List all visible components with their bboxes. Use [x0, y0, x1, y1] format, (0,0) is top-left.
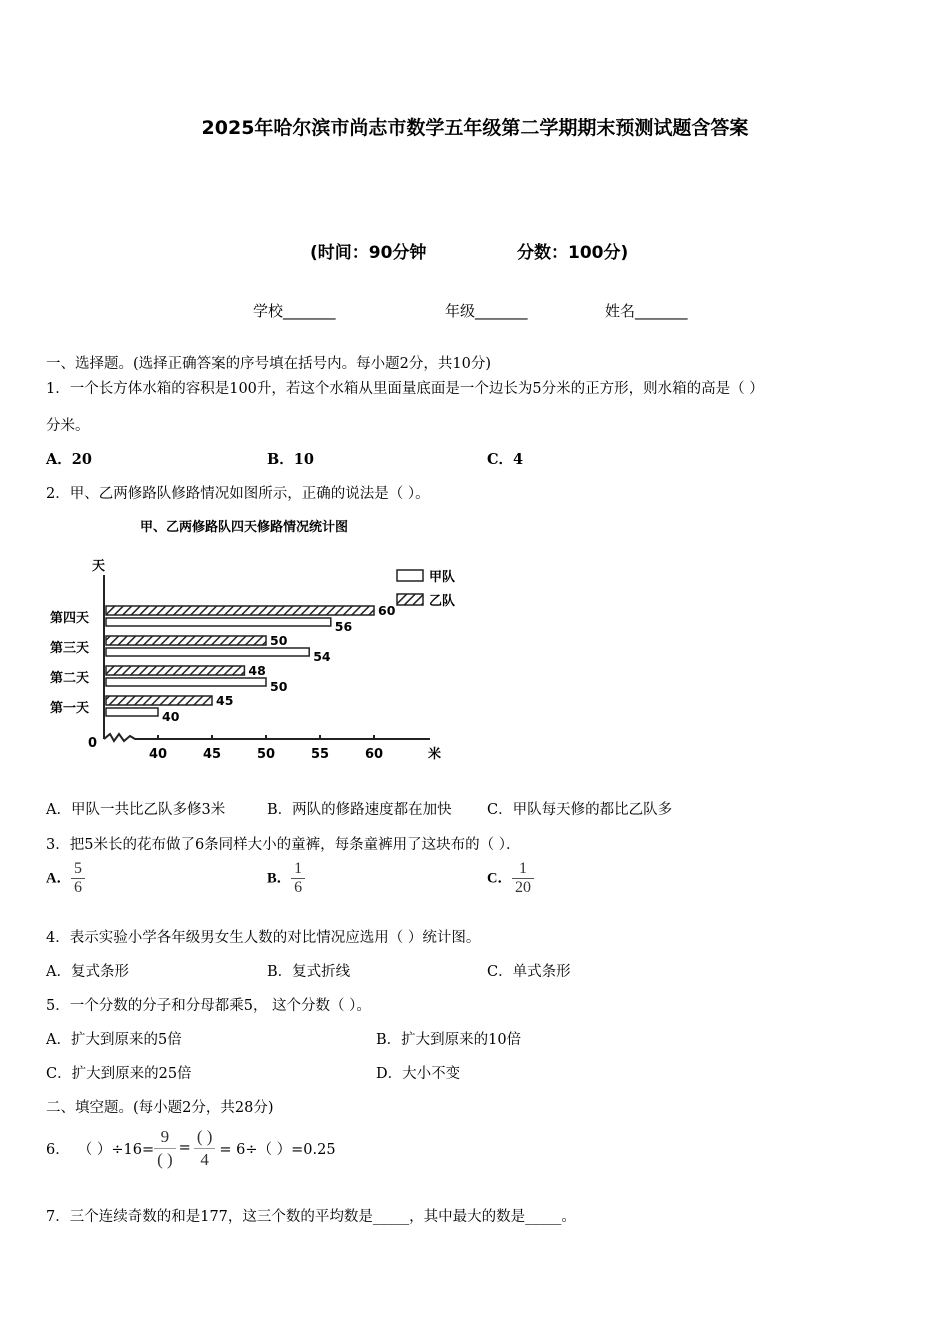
y-category-label: 第一天 [50, 701, 90, 716]
bar-value-label: 48 [248, 663, 266, 678]
q1-text: 1．一个长方体水箱的容积是100升，若这个水箱从里面量底面是一个边长为5分米的正方形，则水箱的高是（ ） [46, 381, 764, 397]
q3-option-b[interactable] [267, 860, 305, 897]
bar-jia-team [106, 648, 309, 656]
y-category-label: 第三天 [50, 641, 90, 656]
section1-heading: 一、选择题。(选择正确答案的序号填在括号内。每小题2分，共10分) [46, 356, 491, 372]
bar-jia-team [106, 708, 158, 716]
chart-title: 甲、乙两修路队四天修路情况统计图 [140, 520, 349, 535]
q1-option-c[interactable]: C．4 [487, 451, 524, 468]
bar-yi-team [106, 606, 374, 615]
x-tick-label: 60 [364, 747, 384, 762]
q1-text-cont: 分米。 [46, 418, 90, 434]
fraction-denominator: 4 [200, 1149, 209, 1169]
x-tick-label: 55 [310, 747, 330, 762]
fraction-numerator: 5 [71, 860, 85, 879]
legend-swatch [397, 570, 423, 581]
bar-value-label: 40 [162, 709, 180, 724]
q6-part1: （ ）÷16= [77, 1141, 155, 1158]
q2-option-a[interactable]: A．甲队一共比乙队多修3米 [46, 802, 226, 818]
q4-option-a[interactable]: A．复式条形 [46, 964, 129, 980]
fraction-1-6 [291, 860, 305, 897]
legend-label: 乙队 [429, 594, 456, 609]
q4-option-c[interactable]: C．单式条形 [487, 964, 571, 980]
chart-origin-label: 0 [88, 736, 98, 751]
q5-option-a[interactable]: A．扩大到原来的5倍 [46, 1032, 182, 1048]
score-label: 分数：100分) [517, 243, 629, 263]
name-field: 姓名_______ [605, 302, 688, 320]
bar-value-label: 56 [334, 619, 353, 634]
q4-option-b[interactable]: B．复式折线 [267, 964, 351, 980]
q6-fraction-2 [194, 1126, 216, 1171]
bar-yi-team [106, 666, 244, 675]
section2-heading: 二、填空题。(每小题2分，共28分) [46, 1100, 274, 1116]
page-title: 2025年哈尔滨市尚志市数学五年级第二学期期末预测试题含答案 [201, 117, 749, 139]
bar-value-label: 60 [378, 603, 396, 618]
bar-value-label: 50 [270, 633, 288, 648]
q2-option-b[interactable]: B．两队的修路速度都在加快 [267, 802, 452, 818]
q6-equals: = [178, 1140, 191, 1156]
fraction-1-20 [512, 860, 534, 897]
q5-option-b[interactable]: B．扩大到原来的10倍 [376, 1032, 522, 1048]
grade-field: 年级_______ [445, 302, 528, 320]
q3-option-c-label: C． [487, 870, 512, 887]
school-field: 学校_______ [253, 302, 336, 320]
q2-text: 2．甲、乙两修路队修路情况如图所示，正确的说法是（ ）。 [46, 486, 430, 502]
y-category-label: 第四天 [50, 611, 90, 626]
fraction-denominator: ( ) [157, 1149, 173, 1169]
bar-jia-team [106, 618, 331, 626]
x-tick-label: 40 [148, 747, 168, 762]
q1-option-b[interactable]: B．10 [267, 451, 314, 468]
fraction-numerator: 1 [512, 860, 534, 879]
fraction-denominator: 20 [514, 879, 531, 896]
fraction-5-6 [71, 860, 85, 897]
q5-option-d[interactable]: D．大小不变 [376, 1066, 461, 1082]
q6-row [46, 1120, 336, 1176]
q1-option-a[interactable]: A．20 [46, 451, 92, 468]
q6-label: 6． [46, 1141, 70, 1158]
q3-option-a[interactable] [46, 860, 85, 897]
bar-jia-team [106, 678, 266, 686]
bar-value-label: 45 [216, 693, 234, 708]
q3-text: 3．把5米长的花布做了6条同样大小的童裤，每条童裤用了这块布的（ ）． [46, 837, 521, 853]
q5-option-c[interactable]: C．扩大到原来的25倍 [46, 1066, 192, 1082]
chart-y-axis-label: 天 [92, 559, 106, 574]
q2-option-c[interactable]: C．甲队每天修的都比乙队多 [487, 802, 673, 818]
bar-yi-team [106, 696, 212, 705]
fraction-numerator: 9 [154, 1126, 176, 1149]
q5-text: 5．一个分数的分子和分母都乘5， 这个分数（ ）。 [46, 998, 371, 1014]
bar-value-label: 50 [270, 679, 288, 694]
q6-part2: = 6÷（ ）=0.25 [219, 1141, 336, 1158]
legend-swatch [397, 594, 423, 605]
bar-yi-team [106, 636, 266, 645]
x-tick-label: 50 [256, 747, 276, 762]
x-tick-label: 45 [202, 747, 222, 762]
q6-fraction-1 [154, 1126, 176, 1171]
q3-option-b-label: B． [267, 870, 292, 887]
fraction-denominator: 6 [294, 879, 303, 896]
fraction-numerator: ( ) [194, 1126, 216, 1149]
legend-label: 甲队 [429, 570, 456, 585]
y-category-label: 第二天 [50, 671, 90, 686]
q3-option-a-label: A． [46, 870, 71, 887]
time-label: (时间：90分钟 [310, 243, 427, 263]
q3-option-c[interactable] [487, 860, 534, 897]
chart-x-axis-label: 米 [428, 747, 442, 762]
road-repair-chart [40, 510, 480, 770]
fraction-numerator: 1 [291, 860, 305, 879]
fraction-denominator: 6 [73, 879, 82, 896]
q7-text: 7．三个连续奇数的和是177，这三个数的平均数是_____，其中最大的数是_____。 [46, 1209, 576, 1225]
bar-value-label: 54 [313, 649, 331, 664]
q4-text: 4．表示实验小学各年级男女生人数的对比情况应选用（ ）统计图。 [46, 930, 481, 946]
